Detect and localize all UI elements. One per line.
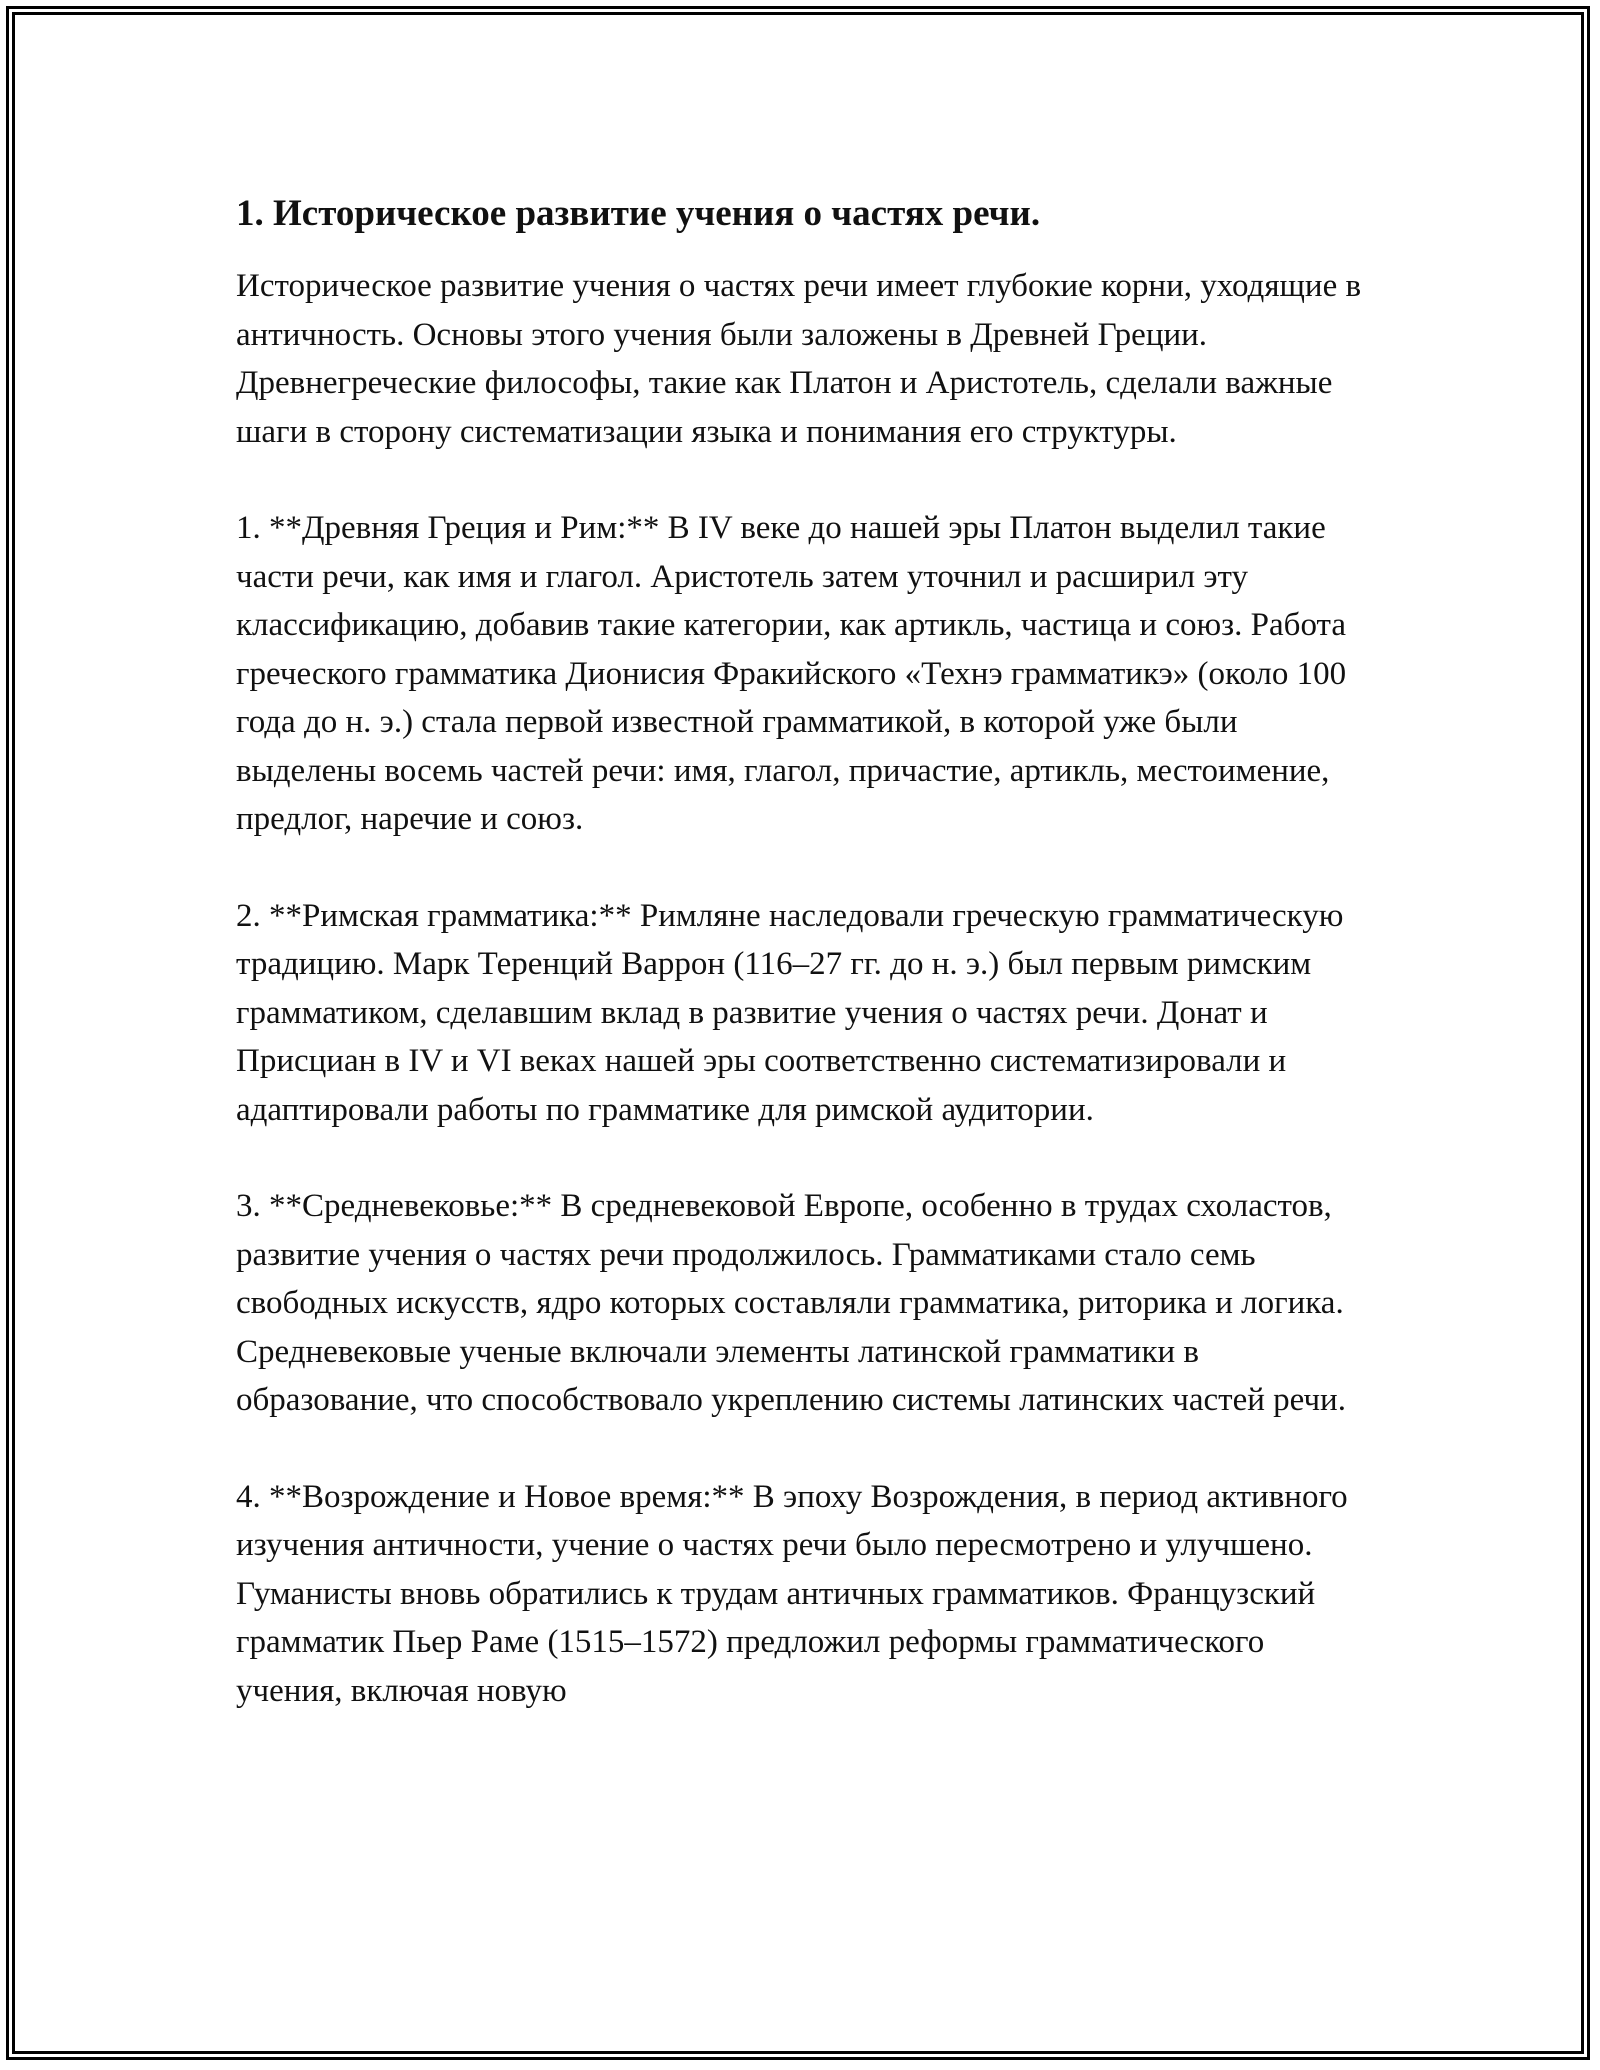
paragraph-roman-grammar: 2. **Римская грамматика:** Римляне наследовали греческую грамматическую традицию. Марк Теренций Варрон (116–27 гг. до н. э.) был первым римским грамматиком, сделавшим вклад в развитие учения о частях речи. Донат и Присциан в IV и VI веках нашей эры соответственно систематизировали и адаптировали работы по грамматике для римской аудитории. bbox=[236, 897, 1344, 1128]
paragraph-renaissance: 4. **Возрождение и Новое время:** В эпоху Возрождения, в период активного изучения античности, учение о частях речи было пересмотрено и улучшено. Гуманисты вновь обратились к трудам античных грамматиков. Французский грамматик Пьер Раме (1515–1572) предложил реформы грамматического учения, включая новую bbox=[236, 1478, 1348, 1709]
paragraph-middle-ages: 3. **Средневековье:** В средневековой Европе, особенно в трудах схоластов, развитие учения о частях речи продолжилось. Грамматиками стало семь свободных искусств, ядро которых составляли грамматика, риторика и логика. Средневековые ученые включали элементы латинской грамматики в образование, что способствовало укреплению системы латинских частей речи. bbox=[236, 1188, 1346, 1418]
document-body bbox=[236, 186, 1376, 1763]
paragraph-ancient-greece-rome: 1. **Древняя Греция и Рим:** В IV веке до нашей эры Платон выделил такие части речи, как имя и глагол. Аристотель затем уточнил и расширил эту классификацию, добавив такие категории, как артикль, частица и союз. Работа греческого грамматика Дионисия Фракийского «Технэ грамматикэ» (около 100 года до н. э.) стала первой известной грамматикой, в которой уже были выделены восемь частей речи: имя, глагол, причастие, артикль, местоимение, предлог, наречие и союз. bbox=[236, 510, 1347, 837]
section-heading: 1. Историческое развитие учения о частях речи. bbox=[236, 193, 1041, 234]
intro-paragraph: Историческое развитие учения о частях речи имеет глубокие корни, уходящие в античность. Основы этого учения были заложены в Древней Греции. Древнегреческие философы, такие как Платон и Аристотель, сделали важные шаги в сторону систематизации языка и понимания его структуры. bbox=[236, 268, 1362, 450]
